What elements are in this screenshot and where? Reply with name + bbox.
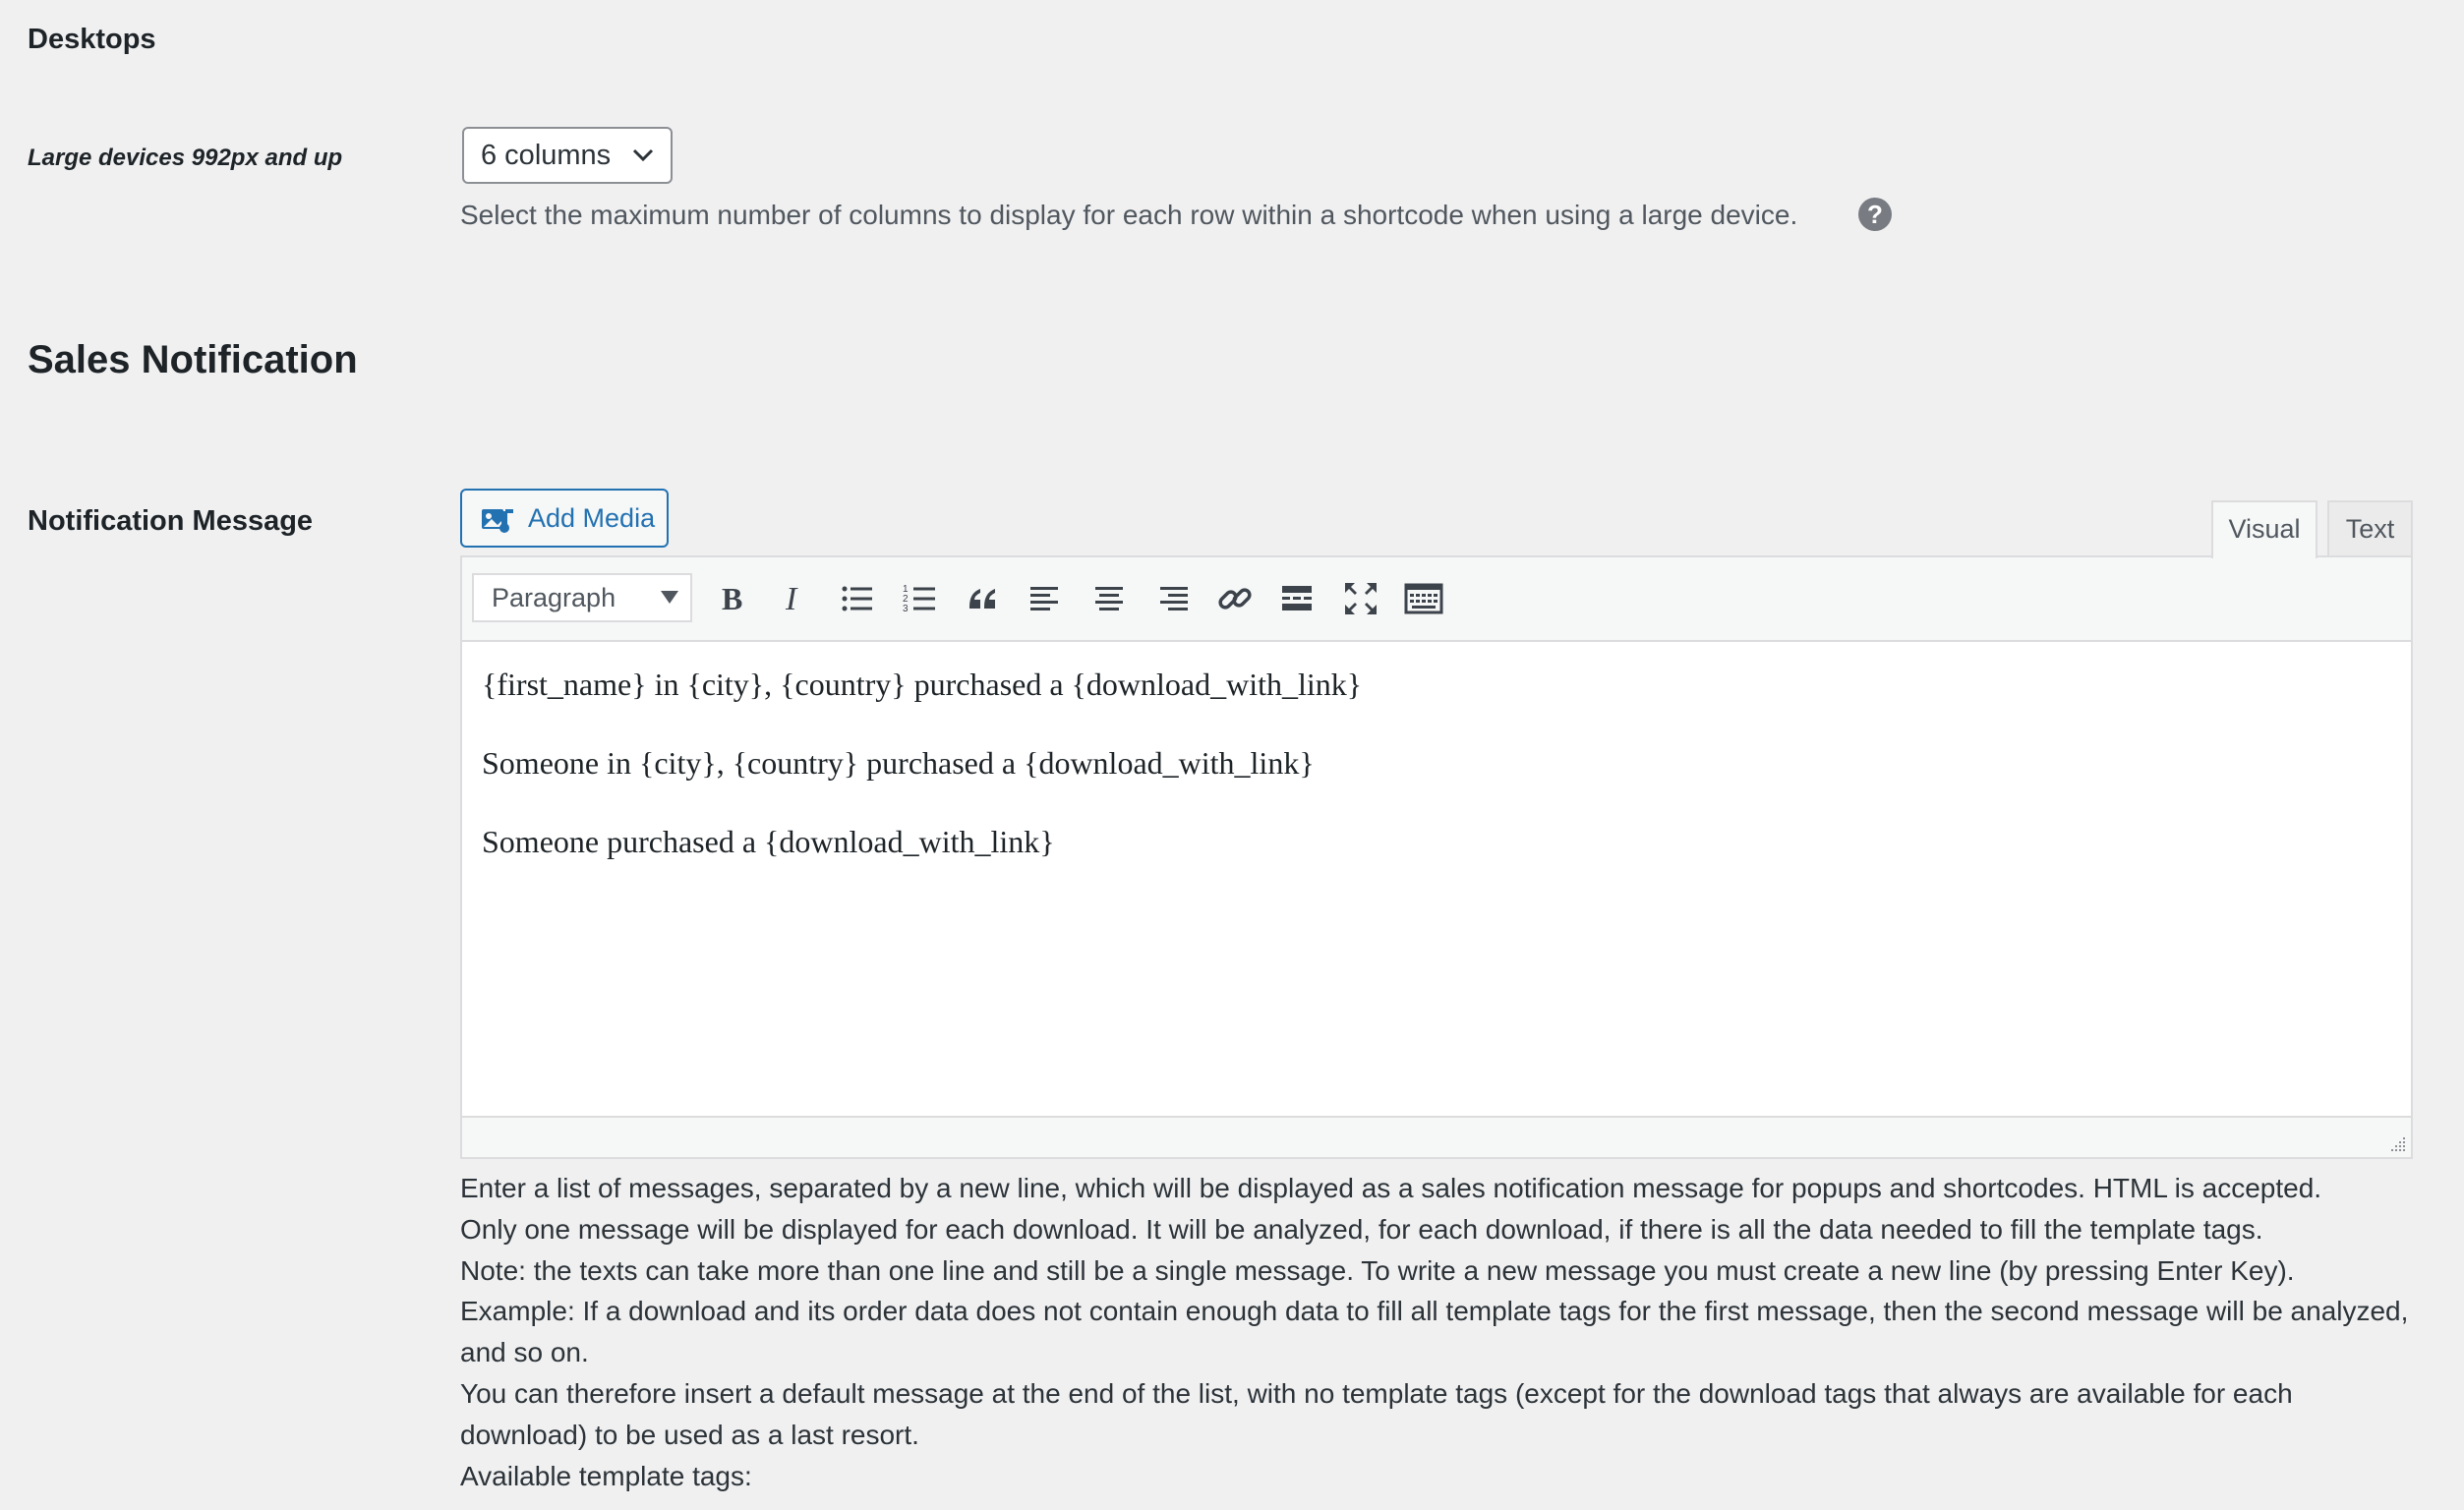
help-line: Available template tags: xyxy=(460,1460,752,1491)
notification-help-text xyxy=(460,1168,2417,1496)
field-label-large-devices: Large devices 992px and up xyxy=(28,145,343,171)
fullscreen-button[interactable] xyxy=(1339,577,1382,620)
toolbar-toggle-icon xyxy=(1402,577,1445,620)
fullscreen-icon xyxy=(1339,577,1382,620)
numbered-list-button[interactable] xyxy=(899,577,942,620)
chevron-down-icon xyxy=(631,145,655,165)
read-more-button[interactable] xyxy=(1276,577,1320,620)
svg-text:1: 1 xyxy=(903,584,909,595)
format-select-value: Paragraph xyxy=(492,583,616,612)
field-label-notification-message: Notification Message xyxy=(28,505,314,537)
editor-content[interactable] xyxy=(482,666,2391,901)
italic-button[interactable] xyxy=(773,577,816,620)
resize-handle-icon[interactable] xyxy=(2385,1132,2407,1153)
help-line: Enter a list of messages, separated by a new line, which will be displayed as a sales notification message for popups and shortcodes. HTML is accepted. xyxy=(460,1173,2322,1203)
help-line: Only one message will be displayed for each download. It will be analyzed, for each download, if there is all the data needed to fill the template tags. xyxy=(460,1213,2263,1245)
bulleted-list-icon xyxy=(836,577,879,620)
editor-statusbar xyxy=(462,1116,2411,1157)
editor-toolbar xyxy=(462,557,2411,642)
bold-button[interactable] xyxy=(710,577,753,620)
align-center-icon xyxy=(1087,577,1131,620)
message-line: Someone purchased a {download_with_link} xyxy=(482,824,1055,859)
section-heading-desktops: Desktops xyxy=(28,24,156,55)
help-line: Note: the texts can take more than one line and still be a single message. To write a new message you must create a new line (by pressing Enter Key). xyxy=(460,1254,2295,1286)
align-right-icon xyxy=(1150,577,1194,620)
columns-select[interactable] xyxy=(462,127,673,184)
blockquote-button[interactable] xyxy=(962,577,1005,620)
link-button[interactable] xyxy=(1213,577,1257,620)
add-media-icon xyxy=(480,503,515,535)
bold-icon xyxy=(710,577,753,620)
link-icon xyxy=(1213,577,1257,620)
section-heading-sales-notification: Sales Notification xyxy=(28,338,358,381)
message-line: Someone in {city}, {country} purchased a {download_with_link} xyxy=(482,745,1315,781)
align-right-button[interactable] xyxy=(1150,577,1194,620)
svg-text:I: I xyxy=(786,581,797,617)
align-center-button[interactable] xyxy=(1087,577,1131,620)
large-devices-description: Select the maximum number of columns to display for each row within a shortcode when using a large device. xyxy=(460,200,1798,230)
columns-select-value: 6 columns xyxy=(481,140,612,171)
add-media-label: Add Media xyxy=(528,503,656,533)
caret-down-icon xyxy=(661,591,678,604)
add-media-button[interactable] xyxy=(460,489,669,548)
read-more-icon xyxy=(1276,577,1320,620)
svg-text:2: 2 xyxy=(903,594,909,605)
align-left-icon xyxy=(1025,577,1068,620)
help-icon[interactable]: ? xyxy=(1858,198,1892,231)
format-select[interactable] xyxy=(472,573,692,622)
message-editor xyxy=(460,555,2413,1159)
align-left-button[interactable] xyxy=(1025,577,1068,620)
help-line: Example: If a download and its order data does not contain enough data to fill all template tags for the first message, then the second message will be analyzed, and so on. xyxy=(460,1296,2409,1368)
bulleted-list-button[interactable] xyxy=(836,577,879,620)
tab-text[interactable]: Text xyxy=(2327,500,2413,556)
italic-icon xyxy=(773,577,816,620)
toolbar-toggle-button[interactable] xyxy=(1402,577,1445,620)
tab-visual[interactable]: Visual xyxy=(2211,500,2317,558)
message-line: {first_name} in {city}, {country} purchased a {download_with_link} xyxy=(482,667,1363,702)
blockquote-icon xyxy=(962,577,1005,620)
svg-text:B: B xyxy=(722,581,743,616)
svg-text:3: 3 xyxy=(903,604,909,614)
help-line: You can therefore insert a default message at the end of the list, with no template tags (except for the download tags that always are available for each download) to be used as a last resort. xyxy=(460,1377,2293,1450)
numbered-list-icon xyxy=(899,577,942,620)
